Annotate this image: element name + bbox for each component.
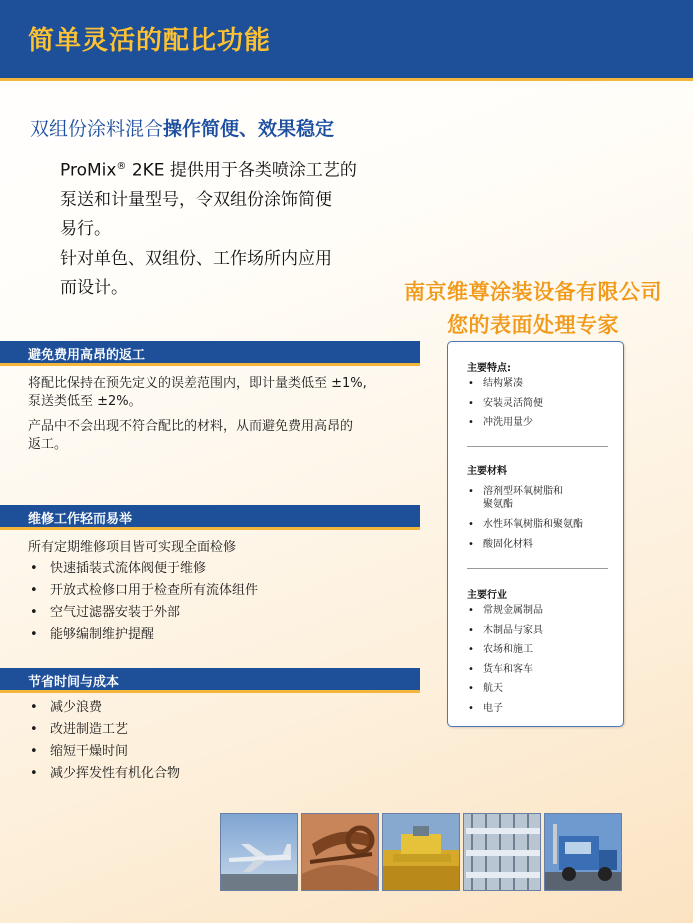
harvester-photo	[382, 813, 460, 891]
industries-heading: 主要行业	[467, 590, 507, 601]
list-item: • 酸固化材料	[467, 535, 617, 555]
watermark-slogan: 您的表面处理专家	[447, 313, 619, 337]
list-item: • 结构紧凑	[467, 374, 617, 394]
intro-line: 而设计。	[60, 278, 128, 298]
list-item: • 缩短干燥时间	[28, 741, 180, 763]
section-bar-savings	[0, 668, 420, 693]
rework-paragraph-2	[28, 418, 408, 454]
section-title: 避免费用高昂的返工	[28, 348, 146, 363]
key-info-box	[447, 341, 624, 727]
list-item: • 安装灵活简便	[467, 394, 617, 414]
list-item: • 常规金属制品	[467, 601, 617, 621]
text-line: 溶剂型环氧树脂和	[483, 486, 563, 497]
divider	[467, 446, 608, 447]
registered-mark: ®	[116, 161, 127, 172]
list-item: • 冲洗用量少	[467, 413, 617, 433]
list-item: • 空气过滤器安装于外部	[28, 602, 258, 624]
intro-line: 泵送和计量型号，令双组份涂饰简便	[60, 189, 332, 210]
subtitle-normal: 双组份涂料混合	[30, 118, 164, 140]
text-line: 泵送类低至 ±2%。	[28, 394, 142, 409]
intro-line: 易行。	[60, 218, 111, 239]
intro-paragraph-2	[60, 245, 390, 303]
text-line: 将配比保持在预先定义的误差范围内，即计量类低至 ±1%,	[28, 376, 367, 391]
list-item: • 减少挥发性有机化合物	[28, 763, 180, 785]
maintenance-intro: 所有定期维修项目皆可实现全面检修	[28, 540, 237, 555]
rework-paragraph-1	[28, 375, 408, 411]
list-item: • 开放式检修口用于检查所有流体组件	[28, 580, 258, 602]
features-list	[467, 374, 617, 433]
airplane-photo	[220, 813, 298, 891]
wooden-bench-photo	[301, 813, 379, 891]
list-item: • 货车和客车	[467, 660, 617, 680]
text-line: 产品中不会出现不符合配比的材料，从而避免费用高昂的	[28, 419, 354, 434]
text-line: 返工。	[28, 437, 68, 452]
intro-line: 针对单色、双组份、工作场所内应用	[60, 249, 332, 269]
industries-list	[467, 601, 617, 718]
photo-strip	[220, 813, 622, 893]
brand-name: ProMix	[60, 160, 117, 181]
section-title: 节省时间与成本	[28, 675, 120, 690]
page-title: 简单灵活的配比功能	[28, 26, 272, 56]
divider	[467, 568, 608, 569]
list-item: • 快速插装式流体阀便于维修	[28, 558, 258, 580]
materials-list	[467, 482, 617, 554]
metal-racks-photo	[463, 813, 541, 891]
list-item: • 改进制造工艺	[28, 719, 180, 741]
list-item	[467, 482, 617, 515]
section-bar-maintenance	[0, 505, 420, 530]
list-item: • 减少浪费	[28, 697, 180, 719]
list-item: • 能够编制维护提醒	[28, 624, 258, 646]
list-item: • 电子	[467, 699, 617, 719]
intro-line: 2KE 提供用于各类喷涂工艺的	[131, 160, 357, 181]
section-title: 维修工作轻而易举	[28, 512, 133, 527]
subtitle-bold: 操作简便、效果稳定	[163, 118, 335, 140]
features-heading: 主要特点:	[467, 363, 511, 374]
maintenance-list	[28, 558, 258, 646]
materials-heading: 主要材料	[467, 466, 507, 477]
list-item: • 农场和施工	[467, 640, 617, 660]
header-banner	[0, 0, 693, 81]
list-item: • 航天	[467, 679, 617, 699]
intro-paragraph-1	[60, 152, 390, 244]
watermark-company: 南京维尊涂装设备有限公司	[404, 280, 662, 304]
truck-photo	[544, 813, 622, 891]
list-item: • 木制品与家具	[467, 621, 617, 641]
savings-list	[28, 697, 180, 785]
section-bar-rework	[0, 341, 420, 366]
text-line: 聚氨酯	[483, 499, 513, 510]
subtitle	[30, 114, 334, 141]
list-item: • 水性环氧树脂和聚氨酯	[467, 515, 617, 535]
